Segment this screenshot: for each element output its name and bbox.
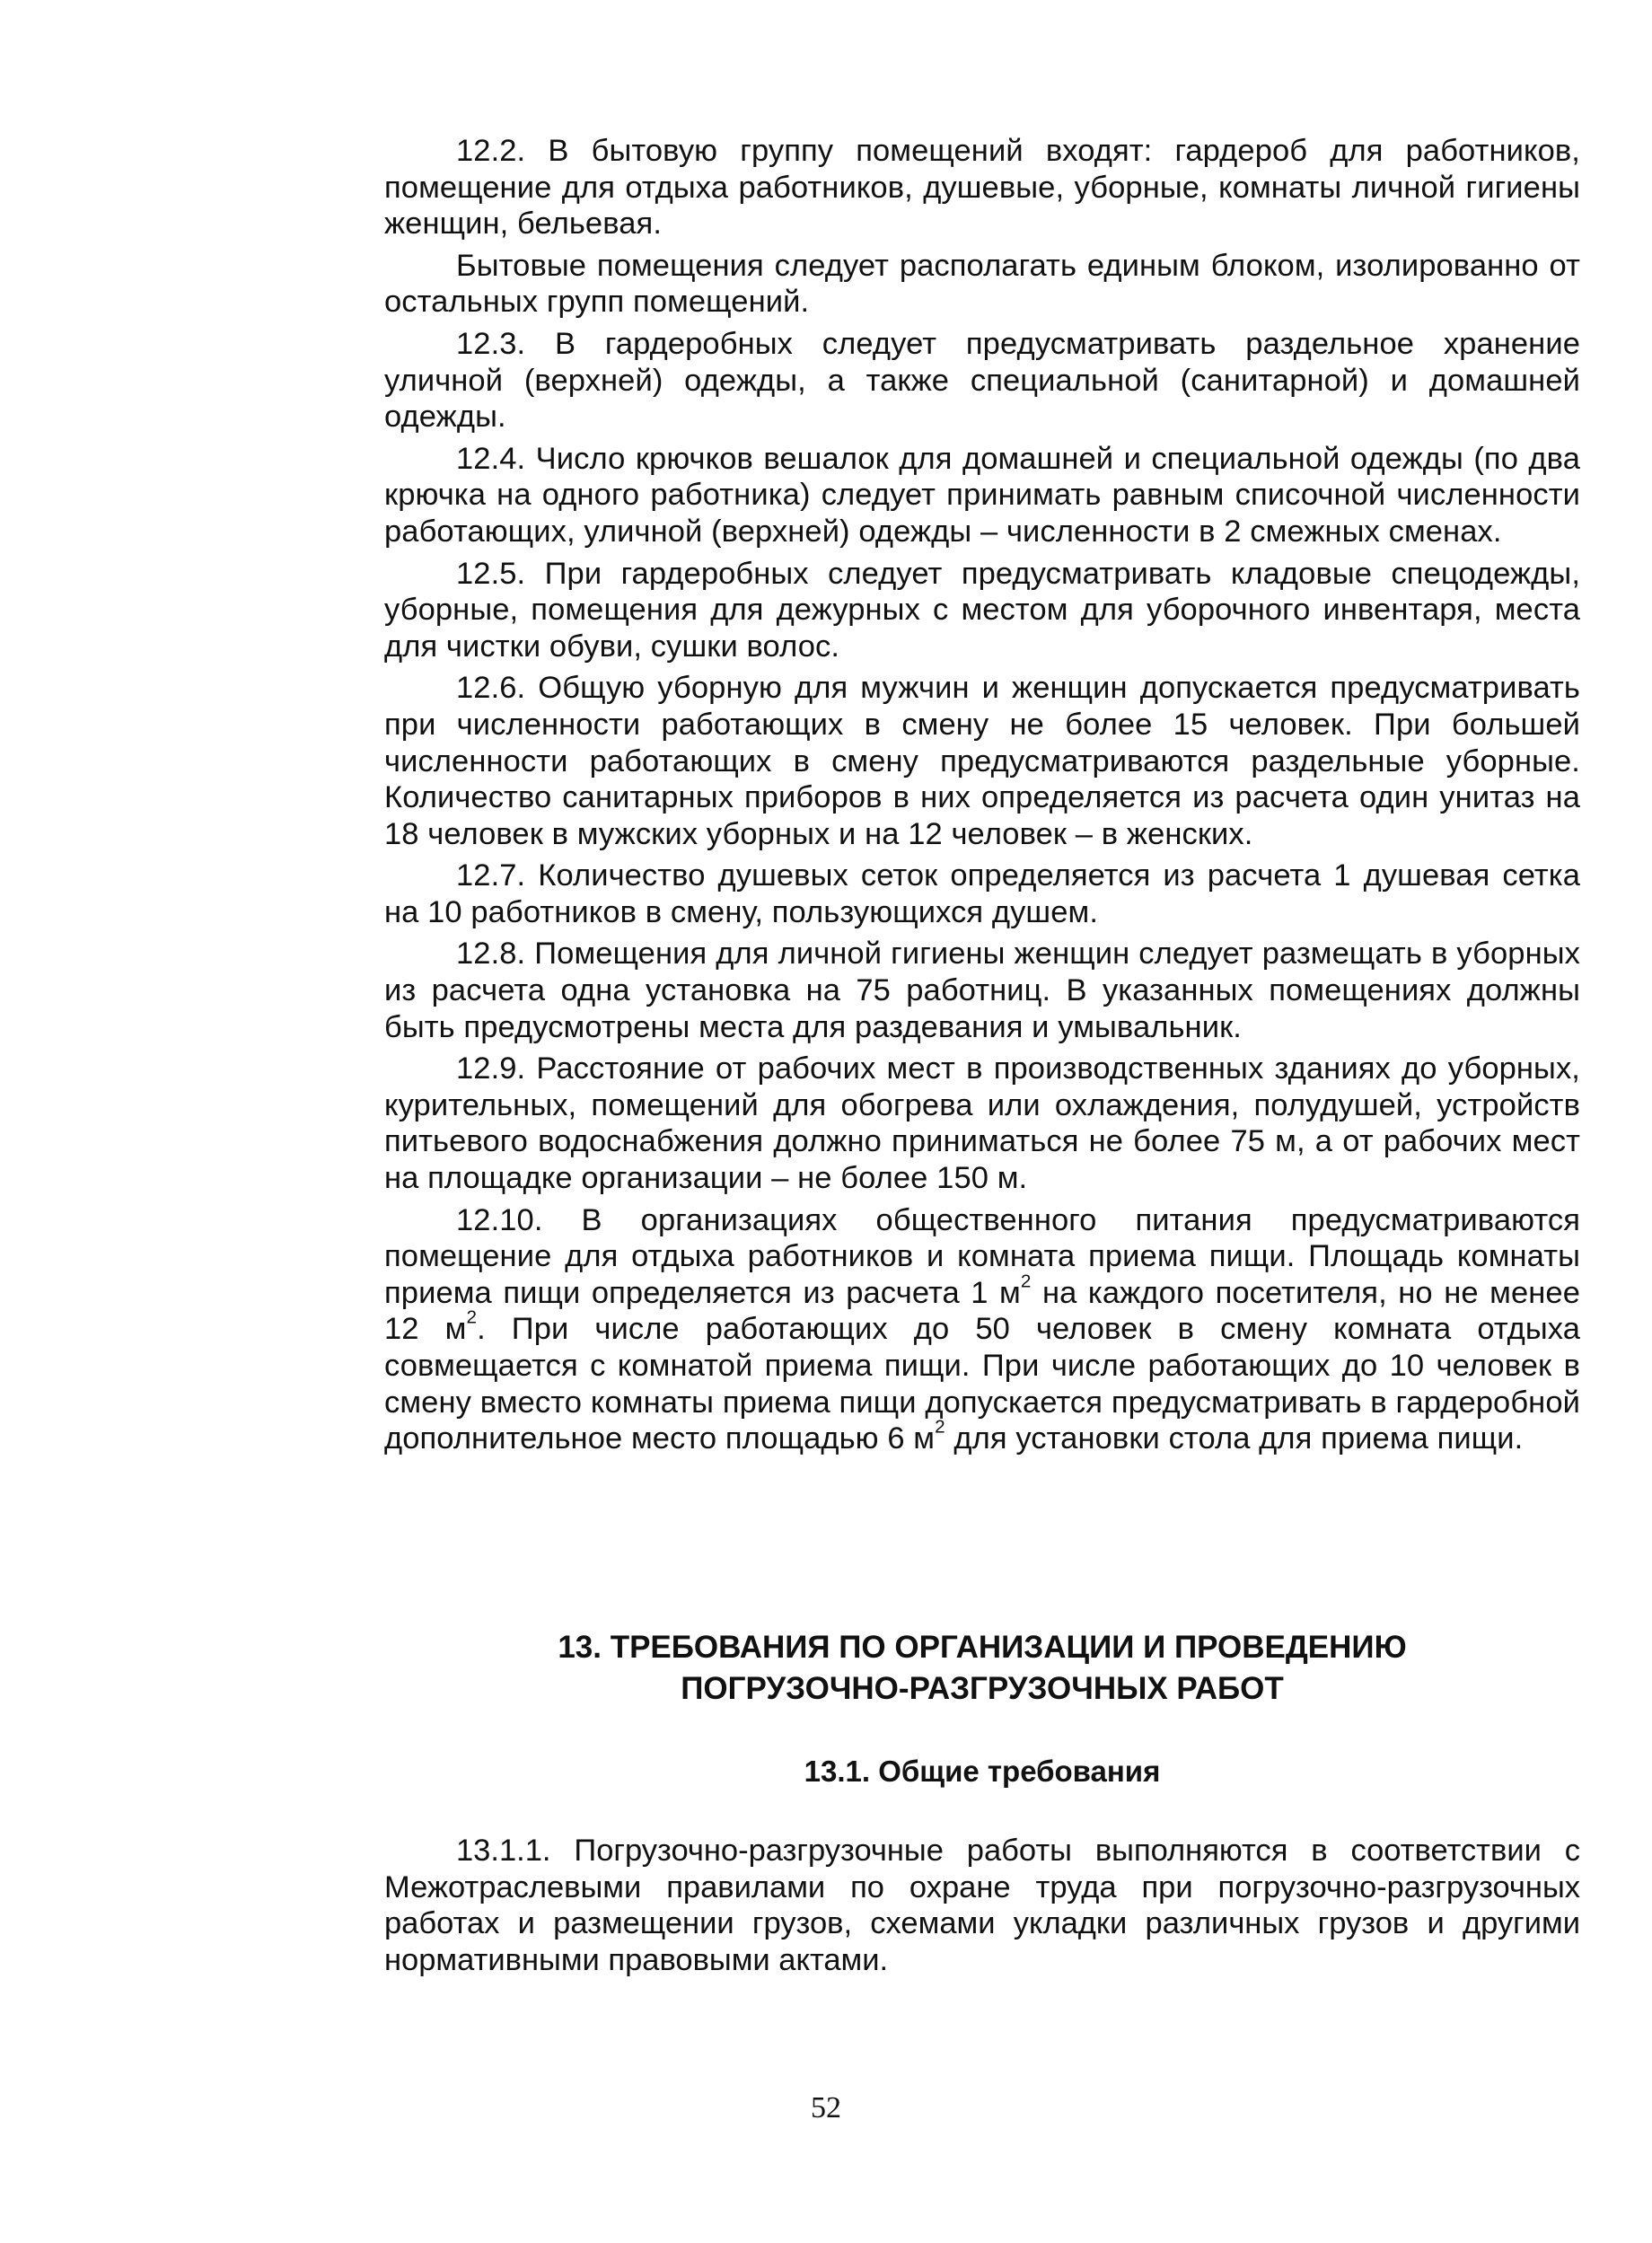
superscript-square-1: 2 xyxy=(1020,1271,1032,1292)
paragraph-12-6: 12.6. Общую уборную для мужчин и женщин допускается предусматривать при численности работающих в смену не более 15 человек. При большей численности работающих в смену предусматриваются раздельные уборные. Количество санитарных приборов в них определяется из расчета один унитаз на 18 человек в мужских уборных и на 12 человек – в женских. xyxy=(384,671,1580,851)
page-number: 52 xyxy=(811,2091,841,2124)
section-13-heading xyxy=(384,1627,1580,1710)
paragraph-12-10-part-b: на каждого посетителя, но не менее 12 м xyxy=(384,1275,1580,1347)
paragraph-12-9: 12.9. Расстояние от рабочих мест в производственных зданиях до уборных, курительных, помещений для обогрева или охлаждения, полудушей, устройств питьевого водоснабжения должно приниматься не более 75 м, а от рабочих мест на площадке организации – не более 150 м. xyxy=(384,1051,1580,1196)
paragraph-12-10 xyxy=(384,1202,1580,1457)
paragraph-12-10-part-c: . При числе работающих до 50 человек в смену комната отдыха совмещается с комнатой приема пищи. При числе работающих до 10 человек в смену вместо комнаты приема пищи допускается предусматривать в гардеробной дополнительное место площадью 6 м xyxy=(384,1312,1580,1456)
subsection-13-1-heading: 13.1. Общие требования xyxy=(804,1755,1161,1788)
paragraph-12-2: 12.2. В бытовую группу помещений входят: гардероб для работников, помещение для отдыха работников, душевые, уборные, комнаты личной гигиены женщин, бельевая. xyxy=(384,134,1580,242)
superscript-square-3: 2 xyxy=(935,1416,945,1438)
paragraph-13-1-1: 13.1.1. Погрузочно-разгрузочные работы выполняются в соответствии с Межотраслевыми правилами по охране труда при погрузочно-разгрузочных работах и размещении грузов, схемами укладки различных грузов и другими нормативными правовыми актами. xyxy=(384,1834,1580,1977)
section-13-heading-line-1: 13. ТРЕБОВАНИЯ ПО ОРГАНИЗАЦИИ И ПРОВЕДЕНИЮ xyxy=(558,1630,1407,1665)
superscript-square-2: 2 xyxy=(466,1306,478,1328)
section-13-body xyxy=(384,1833,1580,1978)
paragraph-12-10-part-d: для установки стола для приема пищи. xyxy=(945,1421,1524,1456)
section-12-body xyxy=(384,133,1580,1457)
paragraph-12-2-continued: Бытовые помещения следует располагать единым блоком, изолированно от остальных групп помещений. xyxy=(384,248,1580,320)
paragraph-12-7: 12.7. Количество душевых сеток определяется из расчета 1 душевая сетка на 10 работников в смену, пользующихся душем. xyxy=(384,858,1580,929)
section-13-heading-line-2: ПОГРУЗОЧНО-РАЗГРУЗОЧНЫХ РАБОТ xyxy=(681,1671,1284,1706)
paragraph-12-10-part-a: 12.10. В организациях общественного питания предусматриваются помещение для отдыха работников и комната приема пищи. Площадь комнаты приема пищи определяется из расчета 1 м xyxy=(384,1202,1580,1310)
paragraph-12-8: 12.8. Помещения для личной гигиены женщин следует размещать в уборных из расчета одна установка на 75 работниц. В указанных помещениях должны быть предусмотрены места для раздевания и умывальник. xyxy=(384,937,1580,1044)
paragraph-12-4: 12.4. Число крючков вешалок для домашней и специальной одежды (по два крючка на одного работника) следует принимать равным списочной численности работающих, уличной (верхней) одежды – численности в 2 смежных сменах. xyxy=(384,441,1580,549)
paragraph-12-5: 12.5. При гардеробных следует предусматривать кладовые спецодежды, уборные, помещения для дежурных с местом для уборочного инвентаря, места для чистки обуви, сушки волос. xyxy=(384,556,1580,664)
paragraph-12-3: 12.3. В гардеробных следует предусматривать раздельное хранение уличной (верхней) одежды, а также специальной (санитарной) и домашней одежды. xyxy=(384,326,1580,435)
